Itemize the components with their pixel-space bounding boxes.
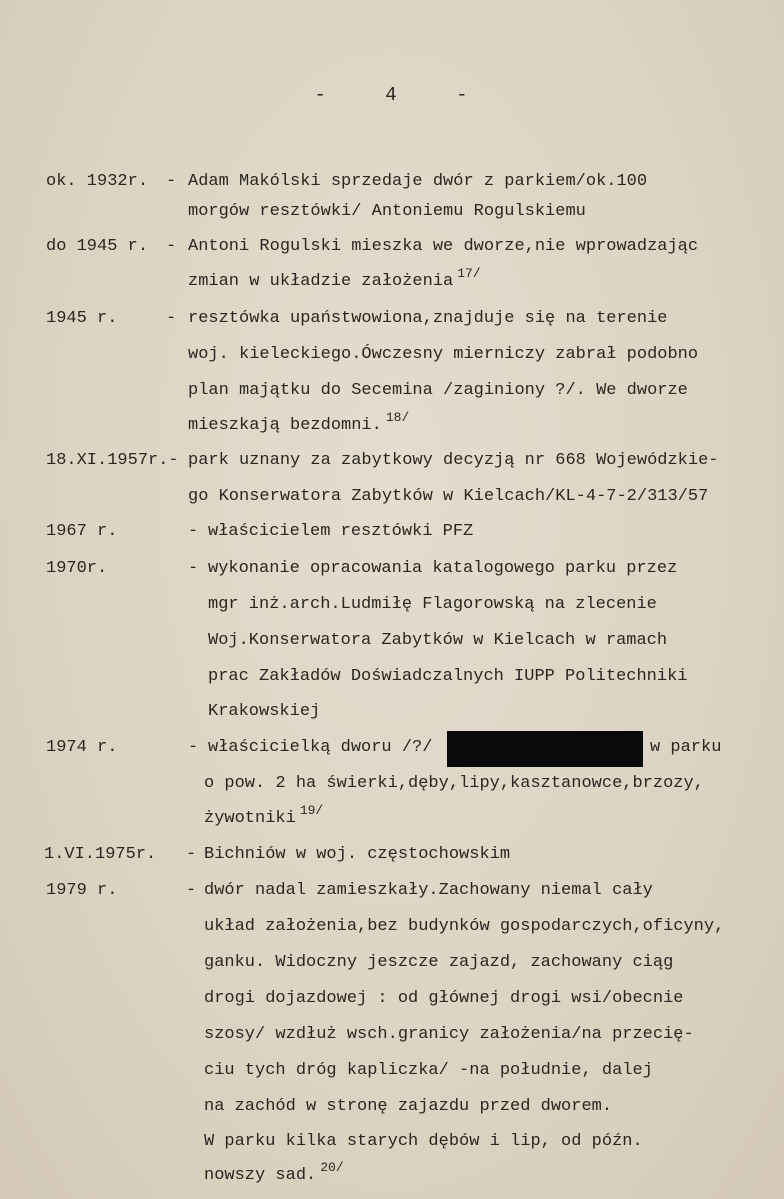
entry-separator: - [188, 738, 199, 757]
page-number-dash-right: - [456, 84, 470, 106]
entry-line: park uznany za zabytkowy decyzją nr 668 Wojewódzkie- [188, 451, 719, 470]
entry-line: wykonanie opracowania katalogowego parku przez [208, 559, 678, 578]
entry-line: zmian w układzie założenia [188, 272, 454, 291]
entry-line: Krakowskiej [208, 702, 321, 721]
footnote-ref: 19/ [299, 803, 324, 818]
page-number-value: 4 [385, 84, 399, 106]
entry-separator: - [188, 559, 199, 578]
entry-date: 1974 r. [46, 738, 118, 757]
entry-date: 1967 r. [46, 522, 118, 541]
entry-separator: - [186, 845, 197, 864]
footnote-ref: 18/ [385, 410, 410, 425]
entry-line: żywotniki [204, 809, 296, 828]
entry-line: ciu tych dróg kapliczka/ -na południe, dalej [204, 1061, 653, 1080]
entry-separator: - [166, 172, 177, 191]
entry-date: ok. 1932r. [46, 172, 149, 191]
footnote-ref: 17/ [457, 266, 481, 281]
entry-separator: - [166, 309, 177, 328]
entry-line: ganku. Widoczny jeszcze zajazd, zachowany ciąg [204, 953, 674, 972]
entry-line: Adam Makólski sprzedaje dwór z parkiem/ok.100 [188, 172, 648, 191]
entry-line: W parku kilka starych dębów i lip, od późn. [204, 1132, 643, 1151]
page-number-dash-left: - [314, 84, 328, 106]
entry-line: Woj.Konserwatora Zabytków w Kielcach w ramach [208, 631, 668, 650]
entry-line: resztówka upaństwowiona,znajduje się na terenie [188, 309, 668, 328]
entry-line: szosy/ wzdłuż wsch.granicy założenia/na przecię- [204, 1025, 694, 1044]
entry-date: 1970r. [46, 559, 108, 578]
entry-line: woj. kieleckiego.Ówczesny mierniczy zabrał podobno [188, 345, 699, 364]
entry-line: prac Zakładów Doświadczalnych IUPP Politechniki [208, 667, 688, 686]
entry-line: dwór nadal zamieszkały.Zachowany niemal cały [204, 881, 653, 900]
entry-line: Antoni Rogulski mieszka we dworze,nie wprowadzając [188, 237, 699, 256]
redaction-box [447, 731, 643, 767]
entry-line: właścicielką dworu /?/ [208, 738, 433, 757]
entry-line: morgów resztówki/ Antoniemu Rogulskiemu [188, 202, 586, 221]
entry-line: drogi dojazdowej : od głównej drogi wsi/obecnie [204, 989, 684, 1008]
entry-line: go Konserwatora Zabytków w Kielcach/KL-4-7-2/313/57 [188, 487, 709, 506]
entry-line: układ założenia,bez budynków gospodarczych,oficyny, [204, 917, 725, 936]
entry-separator: - [188, 522, 199, 541]
entry-line-tail: w parku [650, 738, 722, 757]
entry-separator: - [166, 237, 177, 256]
entry-line: mieszkają bezdomni. [188, 416, 382, 435]
entry-date: 1945 r. [46, 309, 118, 328]
page-number [0, 84, 784, 106]
entry-line: plan majątku do Secemina /zaginiony ?/. We dworze [188, 381, 688, 400]
entry-date: do 1945 r. [46, 237, 149, 256]
entry-line: właścicielem resztówki PFZ [208, 522, 474, 541]
entry-line: na zachód w stronę zajazdu przed dworem. [204, 1097, 613, 1116]
footnote-ref: 20/ [320, 1160, 344, 1175]
entry-line: nowszy sad. [204, 1166, 317, 1185]
entry-line: Bichniów w woj. częstochowskim [204, 845, 511, 864]
entry-line: mgr inż.arch.Ludmiłę Flagorowską na zlecenie [208, 595, 657, 614]
entry-date: 1979 r. [46, 881, 118, 900]
entry-date: 1.VI.1975r. [44, 845, 157, 864]
entry-separator: - [186, 881, 197, 900]
entry-date: 18.XI.1957r.- [46, 451, 179, 470]
entry-line: o pow. 2 ha świerki,dęby,lipy,kasztanowce,brzozy, [204, 774, 704, 793]
